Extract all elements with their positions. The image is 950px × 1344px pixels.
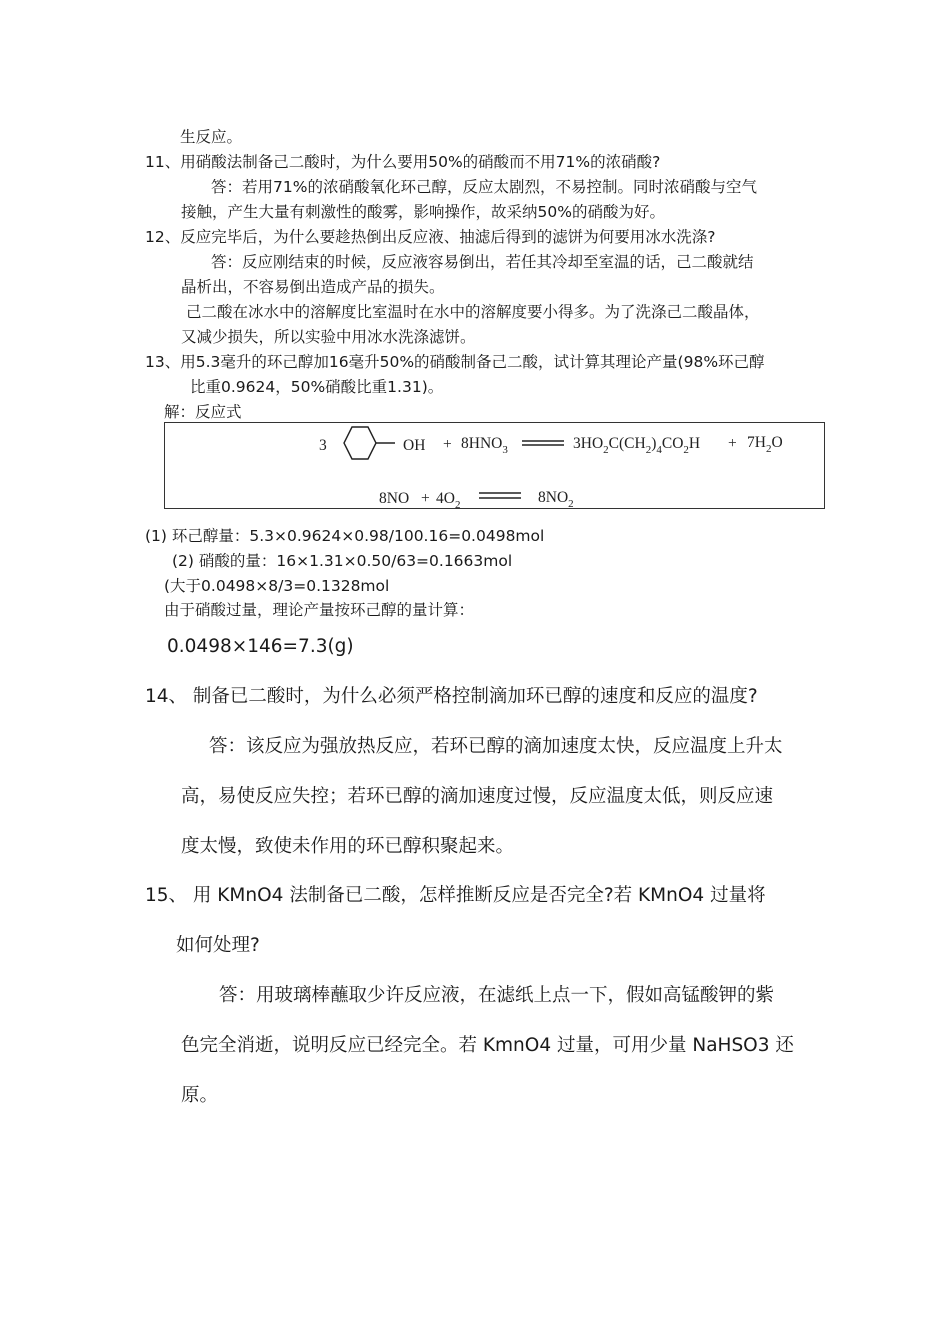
question-12: 12、反应完毕后，为什么要趁热倒出反应液、抽滤后得到的滤饼为何要用冰水洗涤?	[145, 228, 716, 246]
answer-15-line: 原。	[181, 1085, 219, 1106]
plus-sign: +	[443, 436, 452, 453]
question-14: 14、 制备已二酸时，为什么必须严格控制滴加环已醇的速度和反应的温度?	[145, 686, 758, 707]
plus-sign: +	[421, 490, 430, 507]
question-15: 15、 用 KMnO4 法制备已二酸，怎样推断反应是否完全?若 KMnO4 过量将	[145, 885, 766, 906]
question-15: 如何处理?	[176, 935, 260, 956]
answer-11-line: 接触，产生大量有刺激性的酸雾，影响操作，故采纳50%的硝酸为好。	[181, 203, 665, 221]
coefficient: 3	[319, 437, 327, 454]
adipic-acid: $3HO_2C(CH_2)_4CO_2H$	[573, 435, 701, 456]
hydroxyl-group: OH	[403, 437, 426, 454]
question-13: 13、用5.3毫升的环己醇加16毫升50%的硝酸制备己二酸，试计算其理论产量(98%环己醇	[145, 353, 765, 371]
result-value: 0.0498×146=7.3(g)	[167, 636, 354, 657]
answer-11-line: 答：若用71%的浓硝酸氧化环己醇，反应太剧烈，不易控制。同时浓硝酸与空气	[211, 178, 757, 196]
answer-14-line: 度太慢，致使未作用的环已醇积聚起来。	[181, 836, 515, 857]
calculation-line: (大于0.0498×8/3=0.1328mol	[164, 577, 390, 595]
answer-12-line: 己二酸在冰水中的溶解度比室温时在水中的溶解度要小得多。为了洗涤己二酸晶体，	[186, 303, 760, 321]
reaction-equation-box	[164, 422, 825, 509]
nitric-acid: $8HNO_3$	[461, 435, 508, 456]
calculation-line: (1) 环己醇量：5.3×0.9624×0.98/100.16=0.0498mol	[145, 527, 545, 545]
cyclohexane-ring-icon	[344, 427, 376, 459]
answer-12-line: 晶析出，不容易倒出造成产品的损失。	[181, 278, 445, 296]
water: $7H_2O$	[747, 434, 783, 455]
nitrogen-dioxide: $8NO_2$	[538, 489, 574, 510]
answer-15-line: 答：用玻璃棒蘸取少许反应液，在滤纸上点一下，假如高锰酸钾的紫	[219, 985, 775, 1006]
oxygen: $4O_2$	[436, 490, 461, 510]
calculation-line: 由于硝酸过量，理论产量按环己醇的量计算：	[164, 601, 475, 619]
answer-14-line: 高，易使反应失控；若环已醇的滴加速度过慢，反应温度太低，则反应速	[181, 786, 774, 807]
solution-label: 解：反应式	[164, 403, 242, 421]
text-line: 生反应。	[180, 128, 243, 146]
answer-12-line: 答：反应刚结束的时候，反应液容易倒出，若任其冷却至室温的话，己二酸就结	[211, 253, 754, 271]
plus-sign: +	[728, 435, 737, 452]
nitric-oxide: 8NO	[379, 490, 410, 507]
calculation-line: (2) 硝酸的量：16×1.31×0.50/63=0.1663mol	[172, 552, 513, 570]
answer-12-line: 又减少损失，所以实验中用冰水洗涤滤饼。	[181, 328, 476, 346]
question-13: 比重0.9624，50%硝酸比重1.31)。	[190, 378, 444, 396]
answer-15-line: 色完全消逝，说明反应已经完全。若 KmnO4 过量，可用少量 NaHSO3 还	[181, 1035, 794, 1056]
answer-14-line: 答：该反应为强放热反应，若环已醇的滴加速度太快，反应温度上升太	[209, 736, 783, 757]
question-11: 11、用硝酸法制备己二酸时，为什么要用50%的硝酸而不用71%的浓硝酸?	[145, 153, 661, 171]
reaction-equation	[165, 423, 826, 510]
